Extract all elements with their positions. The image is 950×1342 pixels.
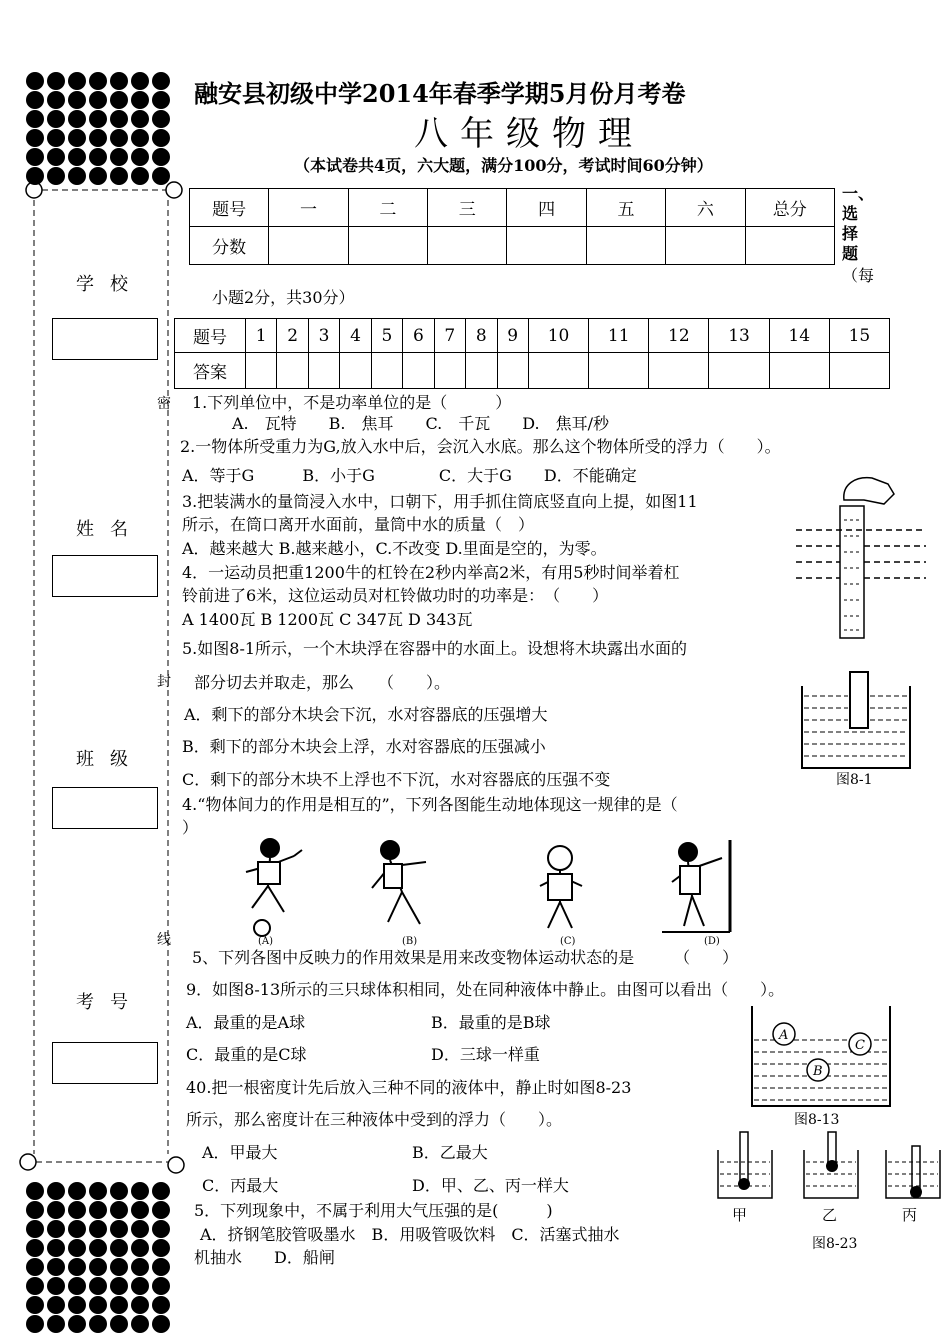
question-number: 10 (528, 319, 588, 353)
question-line: C．剩下的部分木块不上浮也不下沉，水对容器底的压强不变 (182, 770, 611, 789)
question-line: 部分切去并取走，那么 （ ）。 (194, 673, 451, 692)
question-number: 1 (246, 319, 277, 353)
exam-note: （本试卷共4页，六大题，满分100分，考试时间60分钟） (294, 156, 713, 175)
answer-cell[interactable] (371, 353, 402, 389)
question-line: 40.把一根密度计先后放入三种不同的液体中，静止时如图8-23 (186, 1078, 632, 1097)
score-header-cell: 五 (586, 189, 665, 227)
question-number: 2 (277, 319, 308, 353)
question-line: A．最重的是A球 (186, 1013, 306, 1032)
question-line: 5.如图8-1所示，一个木块浮在容器中的水面上。设想将木块露出水面的 (182, 639, 688, 658)
question-line: 5．下列现象中，不属于利用大气压强的是( ) (194, 1201, 553, 1220)
people-label-a: (A) (258, 936, 274, 947)
answer-cell[interactable] (434, 353, 465, 389)
section1-heading-5: （每 (842, 266, 875, 285)
number-field[interactable] (52, 1042, 158, 1084)
answer-cell[interactable] (403, 353, 434, 389)
question-line: B．乙最大 (412, 1143, 488, 1162)
people-label-d: (D) (704, 936, 720, 947)
score-cell[interactable] (428, 227, 507, 265)
score-cell[interactable] (586, 227, 665, 265)
answer-cell[interactable] (277, 353, 308, 389)
score-cell[interactable] (507, 227, 586, 265)
question-line: A．剩下的部分木块会下沉，水对容器底的压强增大 (184, 705, 548, 724)
figure-8-23-hydrometers (712, 1128, 948, 1234)
subject-title: 八年级物理 (414, 114, 644, 154)
question-line: 1.下列单位中，不是功率单位的是（ ） (192, 393, 512, 412)
question-number: 3 (308, 319, 339, 353)
question-line: 9．如图8-13所示的三只球体积相同，处在同种液体中静止。由图可以看出（ ）。 (186, 980, 785, 999)
question-line: 3.把装满水的量筒浸入水中，口朝下，用手抓住筒底竖直向上提，如图11 (182, 492, 698, 511)
question-line: 所示，那么密度计在三种液体中受到的浮力（ ）。 (186, 1110, 563, 1129)
score-cell[interactable] (666, 227, 745, 265)
score-header-cell: 题号 (190, 189, 269, 227)
score-cell[interactable] (745, 227, 834, 265)
school-label: 学校 (76, 274, 144, 295)
score-header-cell: 六 (666, 189, 745, 227)
answer-header-label: 题号 (175, 319, 246, 353)
seal-mark-1: 密 (157, 396, 171, 412)
people-label-b: (B) (402, 936, 418, 947)
question-line: D．三球一样重 (431, 1045, 540, 1064)
question-number: 7 (434, 319, 465, 353)
score-row-label: 分数 (190, 227, 269, 265)
question-line: C．最重的是C球 (186, 1045, 307, 1064)
answer-cell[interactable] (709, 353, 769, 389)
ball-b-label: B (813, 1064, 823, 1079)
answer-table (174, 318, 890, 389)
class-label: 班级 (76, 749, 144, 770)
score-header-cell: 二 (348, 189, 427, 227)
ball-c-label: C (855, 1038, 865, 1053)
question-number: 12 (649, 319, 709, 353)
figure-11-graduated-cylinder (796, 470, 926, 645)
question-line: 5、下列各图中反映力的作用效果是用来改变物体运动状态的是 （ ） (192, 948, 739, 967)
question-line: 所示，在筒口离开水面前，量筒中水的质量（ ） (182, 515, 535, 534)
decorative-dot-grid-top (26, 72, 173, 186)
question-line: C．丙最大 (202, 1176, 279, 1195)
tube-bing-label: 丙 (902, 1206, 918, 1224)
score-header-cell: 一 (269, 189, 348, 227)
question-number: 15 (829, 319, 889, 353)
question-line: 4．一运动员把重1200牛的杠铃在2秒内举高2米，有用5秒时间举着杠 (182, 563, 680, 582)
answer-cell[interactable] (649, 353, 709, 389)
question-line: D．甲、乙、丙一样大 (412, 1176, 569, 1195)
question-line: A．等于G B．小于G C．大于G D．不能确定 (182, 466, 637, 485)
question-line: 铃前进了6米，这位运动员对杠铃做功时的功率是： （ ） (182, 586, 609, 605)
question-line: ） (182, 818, 199, 837)
ball-a-label: A (779, 1028, 789, 1043)
figure-8-1-block-in-water (800, 666, 912, 770)
class-field[interactable] (52, 787, 158, 829)
score-table (189, 188, 835, 265)
answer-cell[interactable] (769, 353, 829, 389)
question-line: B．最重的是B球 (431, 1013, 551, 1032)
name-field[interactable] (52, 555, 158, 597)
answer-cell[interactable] (466, 353, 497, 389)
score-cell[interactable] (348, 227, 427, 265)
figure-8-1-caption: 图8-1 (836, 772, 873, 788)
question-number: 5 (371, 319, 402, 353)
question-number: 4 (340, 319, 371, 353)
figure-8-13-caption: 图8-13 (794, 1112, 840, 1128)
question-number: 14 (769, 319, 829, 353)
score-header-cell: 三 (428, 189, 507, 227)
question-line: A 1400瓦 B 1200瓦 C 347瓦 D 343瓦 (182, 610, 473, 629)
question-line: 2.一物体所受重力为G,放入水中后，会沉入水底。那么这个物体所受的浮力（ ）。 (180, 437, 781, 456)
question-line: 机抽水 D．船闸 (194, 1248, 335, 1267)
answer-cell[interactable] (497, 353, 528, 389)
name-label: 姓名 (76, 519, 144, 540)
answer-cell[interactable] (246, 353, 277, 389)
answer-cell[interactable] (829, 353, 889, 389)
section1-heading-3: 择 (842, 224, 859, 243)
question-line: A. 瓦特 B. 焦耳 C. 千瓦 D. 焦耳/秒 (232, 414, 609, 433)
question-number: 6 (403, 319, 434, 353)
section1-heading-1: 一、 (842, 184, 875, 203)
school-field[interactable] (52, 318, 158, 360)
question-line: A．甲最大 (202, 1143, 278, 1162)
number-label: 考号 (76, 992, 144, 1013)
exam-title: 融安县初级中学2014年春季学期5月份月考卷 (194, 79, 686, 108)
tube-yi-label: 乙 (822, 1206, 838, 1224)
answer-row-label: 答案 (175, 353, 246, 389)
question-line: 4.“物体间力的作用是相互的”，下列各图能生动地体现这一规律的是（ (182, 795, 678, 814)
question-line: A．越来越大 B.越来越小，C.不改变 D.里面是空的，为零。 (182, 539, 607, 558)
answer-cell[interactable] (528, 353, 588, 389)
tube-jia-label: 甲 (732, 1206, 748, 1224)
figure-8-13-three-balls (748, 1004, 894, 1108)
answer-cell[interactable] (308, 353, 339, 389)
figure-8-23-caption: 图8-23 (812, 1236, 858, 1252)
decorative-dot-grid-bottom (26, 1182, 173, 1334)
seal-mark-2: 封 (157, 674, 171, 690)
question-number: 9 (497, 319, 528, 353)
seal-mark-3: 线 (157, 932, 171, 948)
section1-heading-2: 选 (842, 204, 859, 223)
people-illustration (222, 836, 762, 948)
question-line: A．挤钢笔胶管吸墨水 B．用吸管吸饮料 C．活塞式抽水 (200, 1225, 620, 1244)
answer-cell[interactable] (340, 353, 371, 389)
score-cell[interactable] (269, 227, 348, 265)
people-label-c: (C) (560, 936, 576, 947)
question-number: 11 (589, 319, 649, 353)
answer-cell[interactable] (589, 353, 649, 389)
section1-heading-4: 题 (842, 244, 859, 263)
section1-heading-cont: 小题2分，共30分） (212, 288, 355, 307)
score-header-cell: 总分 (745, 189, 834, 227)
question-number: 13 (709, 319, 769, 353)
question-number: 8 (466, 319, 497, 353)
question-line: B．剩下的部分木块会上浮，水对容器底的压强减小 (182, 737, 546, 756)
score-header-cell: 四 (507, 189, 586, 227)
